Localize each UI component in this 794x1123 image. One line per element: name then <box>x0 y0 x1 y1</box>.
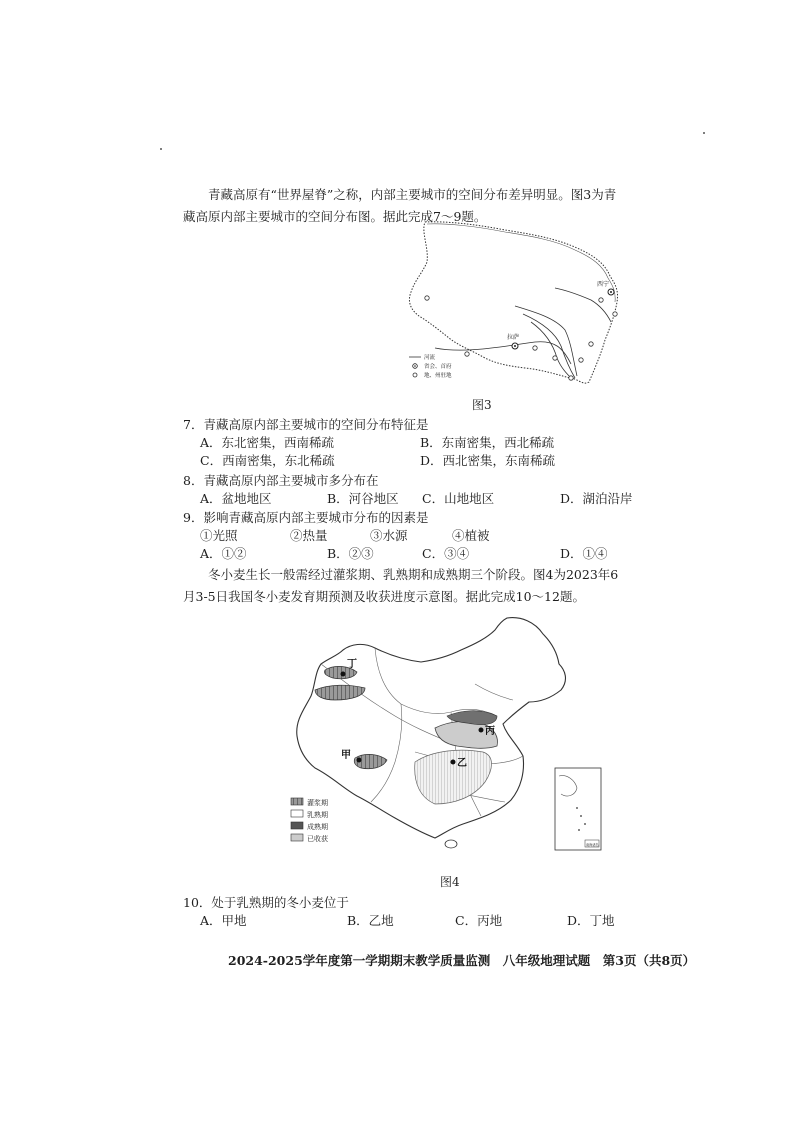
label-yi: 乙 <box>457 758 467 769</box>
river <box>531 322 573 380</box>
legend-milk: 乳熟期 <box>307 811 328 819</box>
q9-option-b: B．②③ <box>327 546 374 561</box>
label-bing: 丙 <box>485 726 495 737</box>
label-ding: 丁 <box>347 659 357 670</box>
plateau-boundary-inner <box>427 224 615 302</box>
q9-option-a: A．①② <box>200 546 247 561</box>
q9-factor-3: ③水源 <box>370 528 408 543</box>
point-ding <box>341 672 346 677</box>
legend-river: 河流 <box>424 355 436 361</box>
q7-option-d: D．西北密集，东南稀疏 <box>420 453 556 468</box>
china-outline <box>297 618 566 838</box>
city <box>425 296 429 300</box>
figure-4-caption: 图4 <box>440 875 460 889</box>
city <box>465 352 469 356</box>
legend-city: 地、州驻地 <box>424 373 452 379</box>
label-xining: 西宁 <box>597 281 610 288</box>
legend-harvested: 已收获 <box>307 835 328 843</box>
q8-option-d: D．湖泊沿岸 <box>560 491 633 506</box>
river <box>435 342 571 364</box>
scan-speck <box>703 132 705 134</box>
legend-capital: 省会、首府 <box>424 364 452 370</box>
q9-option-c: C．③④ <box>422 546 470 561</box>
q10-option-b: B．乙地 <box>347 913 394 928</box>
scan-speck <box>160 148 162 150</box>
page-footer: 2024-2025学年度第一学期期末教学质量监测 八年级地理试题 第3页（共8页） <box>228 953 696 968</box>
question-10-stem: 10．处于乳熟期的冬小麦位于 <box>183 895 349 910</box>
river <box>515 306 577 376</box>
q10-option-a: A．甲地 <box>200 913 247 928</box>
figure-3-caption: 图3 <box>472 398 492 412</box>
point-yi <box>451 760 456 765</box>
city <box>589 342 593 346</box>
point-jia <box>357 758 362 763</box>
question-8-stem: 8．青藏高原内部主要城市多分布在 <box>183 473 379 488</box>
q8-option-c: C．山地地区 <box>422 491 495 506</box>
plateau-boundary <box>409 222 617 383</box>
city <box>533 346 537 350</box>
city <box>569 376 573 380</box>
q10-option-c: C．丙地 <box>455 913 503 928</box>
south-china-sea-inset <box>555 768 601 850</box>
city <box>579 358 583 362</box>
q7-option-c: C．西南密集，东北稀疏 <box>200 453 335 468</box>
label-lasa: 拉萨 <box>507 334 520 341</box>
q9-factor-1: ①光照 <box>200 528 238 543</box>
q10-option-d: D．丁地 <box>567 913 615 928</box>
river <box>555 288 611 322</box>
question-9-stem: 9．影响青藏高原内部主要城市分布的因素是 <box>183 510 429 525</box>
intro-paragraph-1: 青藏高原有“世界屋脊”之称，内部主要城市的空间分布差异明显。图3为青藏高原内部主要城市的空间分布图。据此完成7～9题。 <box>183 187 617 224</box>
q8-option-a: A．盆地地区 <box>200 491 272 506</box>
legend-mature: 成熟期 <box>307 823 328 831</box>
city <box>599 298 603 302</box>
figure-3-tibet-city-map <box>405 218 635 398</box>
hainan-island <box>445 840 457 848</box>
intro-paragraph-2: 冬小麦生长一般需经过灌浆期、乳熟期和成熟期三个阶段。图4为2023年6月3-5日我国冬小麦发育期预测及收获进度示意图。据此完成10～12题。 <box>183 567 619 604</box>
city <box>613 312 617 316</box>
legend-filling: 灌浆期 <box>307 799 328 807</box>
figure-4-wheat-map <box>285 612 615 857</box>
q7-option-a: A．东北密集，西南稀疏 <box>200 435 335 450</box>
q8-option-b: B．河谷地区 <box>327 491 399 506</box>
q9-factor-4: ④植被 <box>452 528 490 543</box>
label-jia: 甲 <box>341 750 351 761</box>
point-bing <box>479 728 484 733</box>
q7-option-b: B．东南密集，西北稀疏 <box>420 435 555 450</box>
q9-option-d: D．①④ <box>560 546 608 561</box>
question-7-stem: 7．青藏高原内部主要城市的空间分布特征是 <box>183 417 429 432</box>
q9-factor-2: ②热量 <box>290 528 328 543</box>
inset-label: 南海诸岛 <box>586 843 599 847</box>
city <box>553 356 557 360</box>
